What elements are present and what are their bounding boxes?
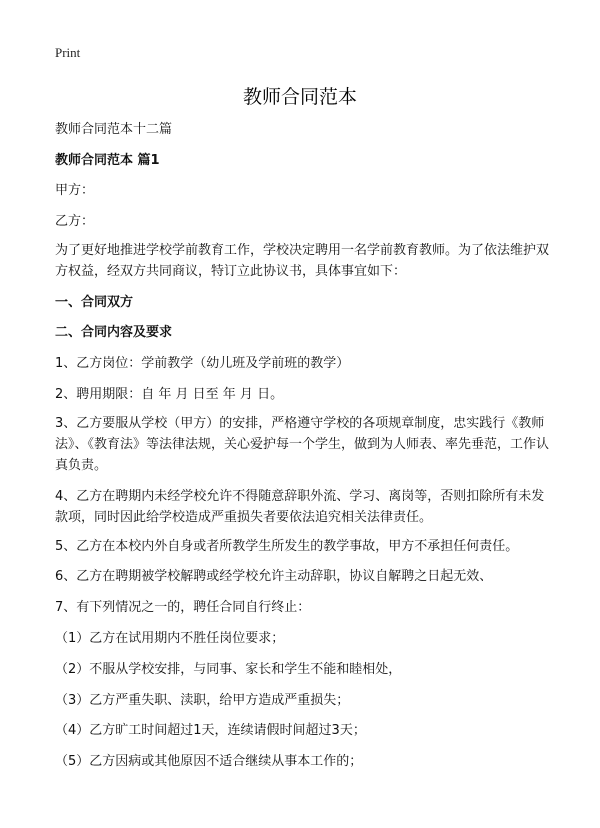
clause-item-5: 5、乙方在本校内外自身或者所教学生所发生的教学事故，甲方不承担任何责任。 bbox=[55, 539, 519, 554]
document-subtitle: 教师合同范本十二篇 bbox=[55, 122, 173, 137]
print-link[interactable]: Print bbox=[55, 45, 81, 60]
clause-item-3: 3、乙方要服从学校（甲方）的安排，严格遵守学校的各项规章制度，忠实践行《教师法》、《教育法》等法律法规，关心爱护每一个学生，做到为人师表、率先垂范，工作认真负责。 bbox=[55, 416, 550, 473]
sub-clause-4: （4）乙方旷工时间超过1天，连续请假时间超过3天； bbox=[55, 723, 366, 738]
clause-item-1: 1、乙方岗位：学前教学（幼儿班及学前班的教学） bbox=[55, 356, 350, 371]
section-heading: 教师合同范本 篇1 bbox=[55, 153, 160, 168]
party-a-label: 甲方： bbox=[55, 183, 95, 198]
heading-contract-content: 二、合同内容及要求 bbox=[55, 325, 173, 340]
sub-clause-2: （2）不服从学校安排，与同事、家长和学生不能和睦相处， bbox=[55, 662, 402, 677]
clause-item-4: 4、乙方在聘期内未经学校允许不得随意辞职外流、学习、离岗等，否则扣除所有未发款项，同时因此给学校造成严重损失者要依法追究相关法律责任。 bbox=[55, 489, 545, 525]
document-title: 教师合同范本 bbox=[242, 86, 357, 108]
sub-clause-3: （3）乙方严重失职、渎职，给甲方造成严重损失； bbox=[55, 693, 350, 708]
sub-clause-1: （1）乙方在试用期内不胜任岗位要求； bbox=[55, 631, 285, 646]
clause-item-2: 2、聘用期限：自 年 月 日至 年 月 日。 bbox=[55, 387, 284, 402]
heading-contract-parties: 一、合同双方 bbox=[55, 295, 134, 310]
party-b-label: 乙方： bbox=[55, 214, 95, 229]
clause-item-7: 7、有下列情况之一的，聘任合同自行终止： bbox=[55, 600, 311, 615]
intro-paragraph: 为了更好地推进学校学前教育工作，学校决定聘用一名学前教育教师。为了依法维护双方权益，经双方共同商议，特订立此协议书，具体事宜如下： bbox=[55, 243, 550, 279]
clause-item-6: 6、乙方在聘期被学校解聘或经学校允许主动辞职，协议自解聘之日起无效、 bbox=[55, 569, 493, 584]
sub-clause-5: （5）乙方因病或其他原因不适合继续从事本工作的； bbox=[55, 754, 363, 769]
